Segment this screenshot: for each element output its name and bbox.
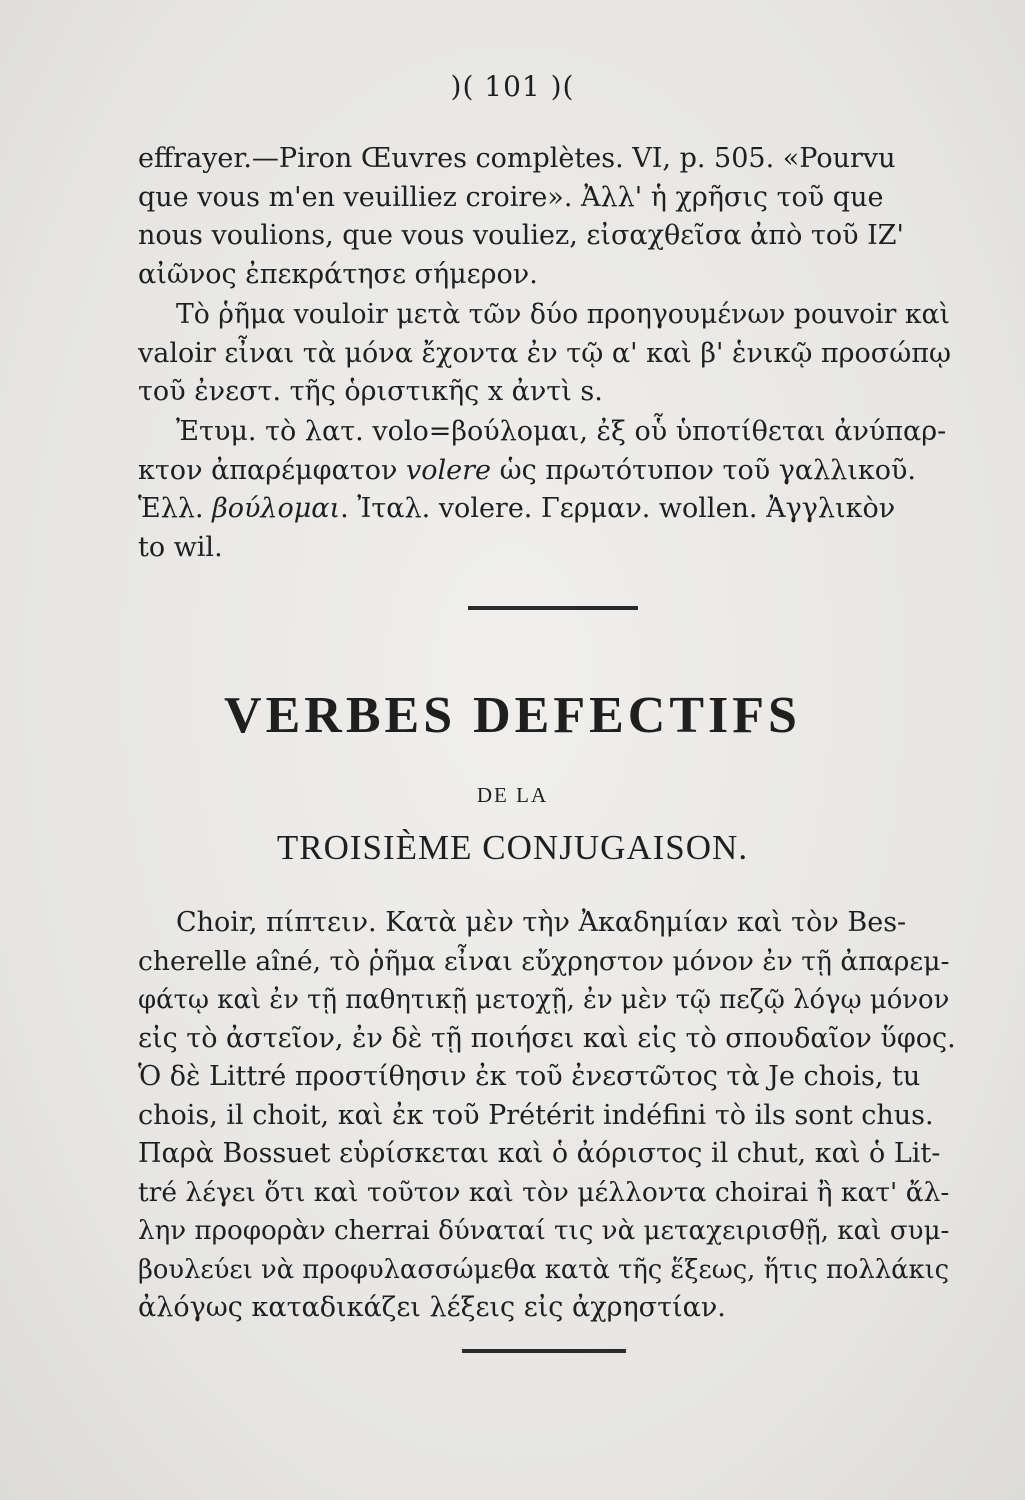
text-line: αἰῶνος ἐπεκράτησε σήμερον. [138,258,538,290]
paragraph-choir [138,904,958,1328]
text-line: κτον ἀπαρέμφατον volere ὡς πρωτότυπον τοῦ γαλλικοῦ. [138,454,917,486]
text-line: Choir, πίπτειν. Κατὰ μὲν τὴν Ἀκαδημίαν καὶ τὸν Bes- [176,907,907,938]
text-line: valoir εἶναι τὰ μόνα ἔχοντα ἐν τῷ α' καὶ β' ἑνικῷ προσώπῳ [138,337,952,369]
section-subtitle-de: DE LA [476,783,549,807]
paragraph-vouloir [138,296,958,412]
paragraph-etymology [138,413,958,567]
text-line: to wil. [138,531,223,563]
text-line: Ὁ δὲ Littré προστίθησιν ἐκ τοῦ ἐνεστῶτος τὰ Je chois, tu [138,1061,921,1092]
text-line: εἰς τὸ ἀστεῖον, ἐν δὲ τῇ ποιήσει καὶ εἰς τὸ σπουδαῖον ὕφος. [138,1022,956,1054]
text-line: que vous m'en veuilliez croire». Ἀλλ' ἡ χρῆσις τοῦ que [138,181,884,213]
text-line: Τὸ ῥῆμα vouloir μετὰ τῶν δύο προηγουμένων pouvoir καὶ [176,299,951,330]
text-line: Ἐτυμ. τὸ λατ. volo=βούλομαι, ἐξ οὗ ὑποτίθεται ἀνύπαρ- [176,416,947,447]
text-line: ἀλόγως καταδικάζει λέξεις εἰς ἀχρηστίαν. [138,1292,726,1323]
text-line: nous voulions, que vous vouliez, εἰσαχθεῖσα ἀπὸ τοῦ ΙΖ' [138,220,904,251]
text-line: Ἑλλ. βούλομαι. Ἰταλ. volere. Γερμαν. wollen. Ἀγγλικὸν [138,493,896,524]
text-line: Παρὰ Bossuet εὑρίσκεται καὶ ὁ ἀόριστος il chut, καὶ ὁ Lit- [138,1138,941,1169]
text-line: τοῦ ἐνεστ. τῆς ὁριστικῆς x ἀντὶ s. [138,376,603,407]
section-divider [468,606,638,610]
text-line: tré λέγει ὅτι καὶ τοῦτον καὶ τὸν μέλλοντα choirai ἢ κατ' ἄλ- [138,1176,950,1208]
text-line: chois, il choit, καὶ ἐκ τοῦ Prétérit indéfini τὸ ils sont chus. [138,1099,934,1131]
text-line: φάτῳ καὶ ἐν τῇ παθητικῇ μετοχῇ, ἐν μὲν τῷ πεζῷ λόγῳ μόνον [138,985,950,1015]
text-line: βουλεύει νὰ προφυλασσώμεθα κατὰ τῆς ἕξεως, ἥτις πολλάκις [138,1254,950,1285]
section-subtitle-conjugation: TROISIÈME CONJUGAISON. [276,828,749,867]
section-title: VERBES DEFECTIFS [224,687,801,744]
page-number: )( 101 )( [450,70,575,103]
text-line: effrayer.—Piron Œuvres complètes. VI, p. 505. «Pourvu [138,143,896,174]
text-line: λην προφορὰν cherrai δύναταί τις νὰ μεταχειρισθῇ, καὶ συμ- [138,1216,950,1246]
italic-word: volere [406,454,492,486]
text-line: cherelle aîné, τὸ ῥῆμα εἶναι εὔχρηστον μόνον ἐν τῇ ἀπαρεμ- [138,945,950,977]
end-divider [462,1349,626,1353]
italic-word: βούλομαι [212,493,341,524]
paragraph-continuation [138,140,958,294]
